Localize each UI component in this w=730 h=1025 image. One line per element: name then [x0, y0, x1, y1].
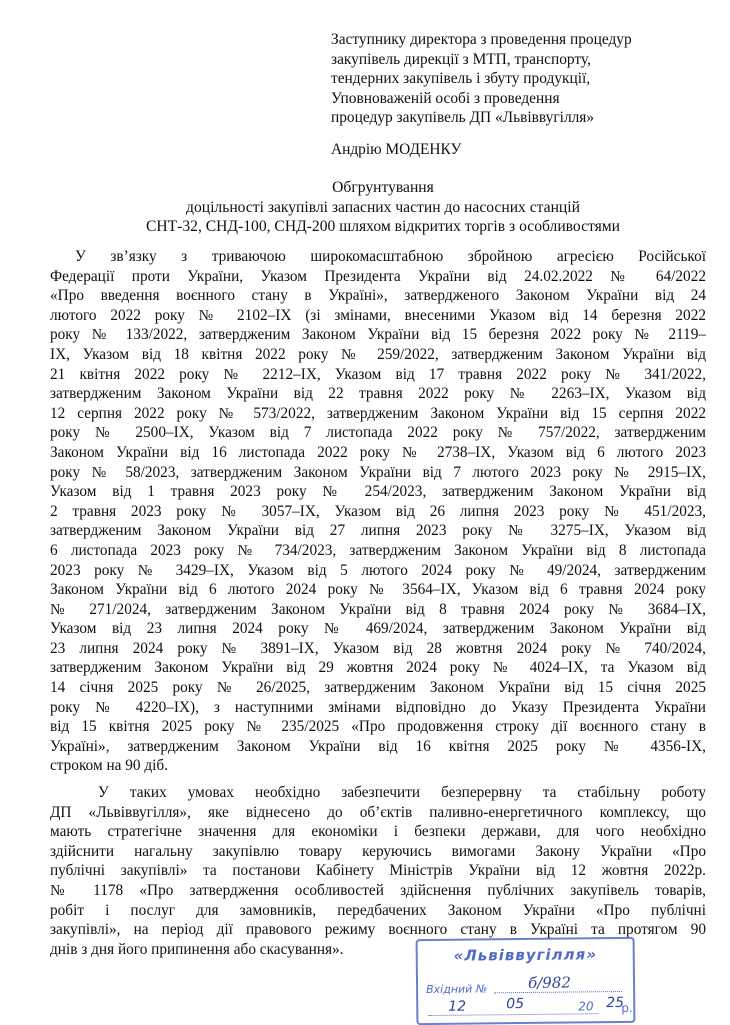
- stamp-incoming-label: Вхідний №: [426, 982, 488, 997]
- addressee-line: тендерних закупівель і збуту продукції,: [331, 70, 591, 88]
- document-title: [60, 178, 706, 237]
- paragraph-line: 23 липня 2024 року № 3891–IX, Указом від 28 жовтня 2024 року № 740/2024,: [50, 639, 706, 657]
- paragraph-line: затвердженим Законом України від 22 травня 2022 року № 2263–IX, Указом від: [50, 385, 706, 403]
- paragraph-line: № 1178 «Про затвердження особливостей здійснення публічних закупівель товарів,: [50, 882, 706, 899]
- stamp-day: 12: [448, 998, 467, 1015]
- paragraph-line: У таких умовах необхідно забезпечити безперервну та стабільну роботу: [98, 784, 706, 802]
- addressee-line: закупівель дирекції з МТП, транспорту,: [331, 50, 591, 68]
- paragraph-line: строком на 90 діб.: [50, 757, 169, 775]
- paragraph-line: № 271/2024, затвердженим Законом України від 8 травня 2024 року № 3684–IX,: [50, 600, 706, 618]
- title-line: Обгрунтування: [332, 179, 434, 196]
- paragraph-line: року № 2500–IX, Указом від 7 листопада 2022 року № 757/2022, затвердженим: [50, 424, 706, 442]
- paragraph-line: Указом від 1 травня 2023 року № 254/2023, затвердженим Законом України від: [50, 483, 706, 501]
- document-body: [50, 247, 706, 959]
- paragraph-line: 21 квітня 2022 року № 2212–IX, Указом від 17 травня 2022 року № 341/2022,: [50, 365, 706, 383]
- paragraph-line: року № 58/2023, затвердженим Законом України від 7 лютого 2023 року № 2915–IX,: [50, 463, 706, 481]
- paragraph-line: У зв’язку з триваючою широкомасштабною збройною агресією Російської: [75, 248, 706, 265]
- registration-stamp: [416, 937, 636, 1025]
- paragraph-line: 2 травня 2023 року № 3057–IX, Указом від 26 липня 2023 року № 451/2023,: [50, 502, 706, 520]
- paragraph-line: 12 серпня 2022 року № 573/2022, затвердженим Законом України від 15 серпня 2022: [50, 404, 706, 422]
- stamp-year-suffix: р.: [621, 1000, 633, 1015]
- paragraph-line: року № 4220–IX), з наступними змінами відповідно до Указу Президента України: [50, 698, 706, 716]
- paragraph-line: від 15 квітня 2025 року № 235/2025 «Про продовження строку дії воєнного стану в: [50, 718, 706, 736]
- paragraph-line: затвердженим Законом України від 27 липня 2023 року № 3275–IX, Указом від: [50, 522, 706, 540]
- paragraph-line: IX, Указом від 18 квітня 2022 року № 259/2022, затвердженим Законом України від: [50, 345, 706, 363]
- paragraph-line: Законом України від 6 лютого 2024 року № 3564–IX, Указом від 6 травня 2024 року: [50, 581, 706, 599]
- paragraph-line: днів з дня його припинення або скасування».: [50, 940, 344, 958]
- paragraph-line: лютого 2022 року № 2102–IX (зі змінами, внесеними Указом від 14 березня 2022: [50, 306, 706, 324]
- addressee-name: Андрію МОДЕНКУ: [331, 140, 462, 158]
- addressee-line: Уповноваженій особі з проведення: [331, 89, 560, 107]
- title-line: СНТ-32, СНД-100, СНД-200 шляхом відкритих торгів з особливостями: [145, 218, 621, 236]
- paragraph-line: затвердженим Законом України від 29 жовтня 2024 року № 4024–IX, та Указом від: [50, 659, 706, 677]
- paragraph-justification: [50, 247, 706, 776]
- addressee-block: [331, 30, 711, 160]
- paragraph-line: Федерації проти України, Указом Президента України від 24.02.2022 № 64/2022: [50, 267, 706, 285]
- paragraph-line: «Про введення воєнного стану в Україні», затвердженого Законом України від 24: [50, 287, 706, 305]
- stamp-year-printed: 20: [578, 999, 594, 1014]
- paragraph-line: здійснити нагальну закупівлю товару керуючись вимогами Закону України «Про: [50, 842, 706, 860]
- addressee-line: Заступнику директора з проведення процедур: [331, 31, 632, 48]
- paragraph-line: публічні закупівлі» та постанови Кабінету Міністрів України від 12 жовтня 2022р.: [50, 862, 706, 880]
- paragraph-line: 2023 року № 3429–IX, Указом від 5 лютого 2024 року № 49/2024, затвердженим: [50, 561, 706, 579]
- stamp-incoming-number: б/982: [527, 973, 571, 992]
- paragraph-line: Указом від 23 липня 2024 року № 469/2024, затвердженим Законом України від: [50, 620, 706, 638]
- paragraph-line: ДП «Львіввугілля», яке віднесено до об’єктів паливно-енергетичного комплексу, що: [50, 803, 706, 821]
- stamp-month: 05: [506, 996, 525, 1013]
- addressee-line: процедур закупівель ДП «Львіввугілля»: [331, 109, 595, 127]
- paragraph-line: Україні», затвердженим Законом України від 16 квітня 2025 року № 4356-IX,: [50, 737, 706, 755]
- paragraph-line: закупівлі», на період дії правового режиму воєнного стану в Україні та протягом 90: [50, 921, 706, 939]
- paragraph-conditions: [50, 783, 706, 959]
- stamp-year-handwritten: 25: [606, 994, 625, 1012]
- stamp-organization: «Львіввугілля»: [453, 945, 598, 965]
- paragraph-line: мають стратегічне значення для економіки і безпеки держави, для чого необхідно: [50, 823, 706, 841]
- paragraph-line: року № 133/2022, затвердженим Законом України від 15 березня 2022 року № 2119–: [50, 326, 706, 344]
- title-line: доцільності закупівлі запасних частин до насосних станцій: [186, 198, 580, 216]
- paragraph-line: робіт і послуг для замовників, передбачених Законом України «Про публічні: [50, 901, 706, 919]
- paragraph-line: 6 листопада 2023 року № 734/2023, затвердженим Законом України від 8 листопада: [50, 541, 706, 559]
- paragraph-line: 14 січня 2025 року № 26/2025, затвердженим Законом України від 15 січня 2025: [50, 679, 706, 697]
- paragraph-line: Законом України від 16 листопада 2022 року № 2738–IX, Указом від 6 лютого 2023: [50, 443, 706, 461]
